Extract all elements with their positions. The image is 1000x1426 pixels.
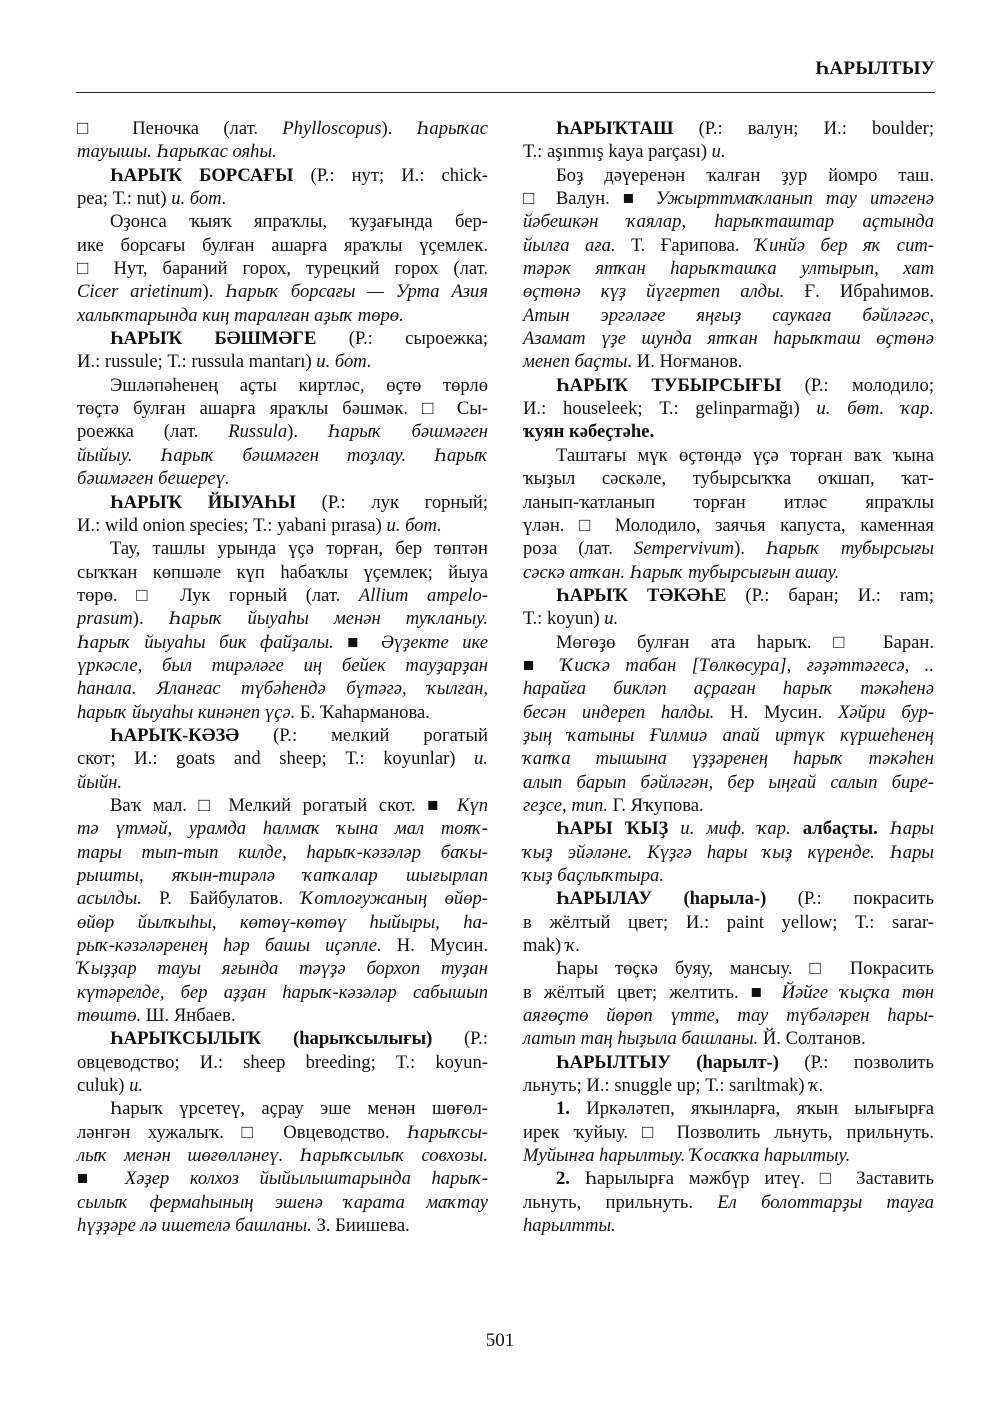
text-line: өйөр йылҡыһы, көтөү-көтөү һыйыры, һа-	[77, 911, 488, 933]
page-number: 501	[485, 1330, 515, 1351]
text-line: геҙсе, тип. Г. Яҡупова.	[523, 794, 704, 816]
text-line: culuk) и.	[77, 1075, 144, 1097]
text-line: ■ Хәҙер колхоз йыйылыштарында һарыҡ-	[77, 1168, 488, 1190]
text-line: Оҙонса ҡыяҡ япраҡлы, ҡуҙағында бер-	[110, 211, 488, 233]
text-line: һанала. Яланғас түбәһендә бүтәгә, ҡылған,	[77, 678, 488, 700]
text-line: тауышы. Һарыҡас ояһы.	[77, 141, 277, 163]
text-line: Боҙ дәүеренән ҡалған ҙур йомро таш.	[556, 164, 934, 186]
text-line: йылға аға. Т. Ғарипова. Ҡинйә бер яҡ сит-	[523, 234, 934, 256]
text-line: төрө. □ Лук горный (лат. Allium ampelo-	[77, 584, 488, 606]
text-line: Т.: koyun) и.	[523, 608, 619, 630]
text-line: ҺАРЫҠ БӘШМӘГЕ (Р.: сыроежка;	[110, 328, 488, 350]
text-line: □ Валун. ■ Ужырттмаҡланып тау итәгенә	[523, 188, 934, 210]
text-line: ҡыҙ баҫлыҡтыра.	[523, 865, 664, 886]
text-line: ҡыҙ эйәләне. Күҙгә һары ҡыҙ күренде. Һары	[523, 841, 934, 863]
text-line: Мөгөҙө булған ата һарыҡ. □ Баран.	[556, 631, 934, 653]
text-line: тә үтмәй, урамда һалмаҡ ҡына мал тояҡ-	[77, 818, 488, 840]
text-line: скот; И.: goats and sheep; Т.: koyunlar) и.	[77, 748, 488, 770]
text-line: Һары төҫкә буяу, мансыу. □ Покрасить	[556, 958, 934, 980]
header-rule	[76, 92, 935, 93]
text-line: Тау, ташлы урында үҫә торған, бер төптән	[110, 538, 488, 560]
text-line: йәбешкән ҡаялар, һарыҡташтар аҫтында	[523, 211, 934, 233]
text-line: бесән индереп һалды. Н. Мусин. Хәйри бур-	[523, 701, 934, 723]
text-line: pea; Т.: nut) и. бот.	[77, 188, 227, 210]
text-line: ҺАРЫҠ БОРСАҒЫ (Р.: нут; И.: chick-	[110, 164, 489, 186]
text-line: ирек ҡуйыу. □ Позволить льнуть, прильнуть.	[523, 1121, 934, 1143]
text-line: 1. Иркәләтеп, яҡынларға, яҡын ылығырға	[556, 1098, 934, 1120]
text-line: ■ Ҡисҡә табан [Төлкөсура], ғәҙәттәгесә, ..	[523, 654, 934, 676]
text-line: үркәсле, был тирәләге иң бейек тауҙарҙан	[77, 654, 488, 676]
text-line: үлән. □ Молодило, заячья капуста, каменная	[523, 514, 934, 536]
text-line: ике борсағы булған ашарға ярaҡлы үҫемлек.	[77, 234, 488, 256]
text-line: ҡуян кәбеҫтәһе.	[523, 421, 655, 443]
left-column	[77, 117, 488, 1238]
text-line: И.: wild onion species; Т.: yabani pırasa) и. бот.	[77, 514, 442, 536]
text-line: овцеводство; И.: sheep breeding; Т.: koyun-	[77, 1051, 488, 1073]
text-line: ҺАРЫЛАУ (һарыла-) (Р.: покрасить	[556, 888, 934, 910]
text-line: ҺАРЫҠ-КӘЗӘ (Р.: мелкий рогатый	[110, 724, 488, 746]
text-line: һарылтты.	[523, 1215, 616, 1237]
text-line: сылыҡ фермаһының эшенә ҡарата маҡтау	[77, 1191, 488, 1213]
text-line: ҺАРЫҠСЫЛЫҠ (һарыҡсылығы) (Р.:	[110, 1028, 488, 1050]
text-line: ҺАРЫ ҠЫҘ и. миф. ҡар. албаҫты. Һары	[556, 818, 934, 840]
text-line: И.: russule; Т.: russula mantarı) и. бот.	[77, 351, 372, 373]
text-line: Атын эргәләге яңғыҙ саукаға бәйләгәс,	[523, 304, 934, 326]
text-line: Таштағы мүк өҫтөндә үҫә торған ваҡ ҡына	[556, 444, 934, 466]
text-line: ләнгән хужалыҡ. □ Овцеводство. Һарыҡсы-	[77, 1121, 488, 1143]
text-line: сыҡҡан көпшәле күп һабаҡлы үҫемлек; йыуа	[77, 561, 488, 583]
text-line: күтәрелде, бер аҙҙан һарыҡ-кәзәләр сабышып	[77, 981, 488, 1003]
text-line: халыҡтарында киң таралған аҙыҡ төрө.	[77, 304, 404, 326]
text-line: ҡапҡа тышына үҙҙәренең һарыҡ тәкәһен	[523, 748, 934, 770]
text-line: аяғөҫтө йөрөп үтте, тау түбәләрен һары-	[523, 1005, 934, 1027]
text-line: ҙың ҡатыны Ғилмиә апай иртүк күршеһенең	[523, 724, 934, 746]
running-head: ҺАРЫЛТЫУ	[815, 58, 935, 79]
text-line: Һарыҡ йыуаһы бик файҙалы. ■ Әүҙекте ике	[77, 631, 488, 653]
text-line: тәрәк ятҡан һарыҡташҡа ултырып, хат	[523, 258, 934, 280]
text-line: prasum). Һарыҡ йыуаһы менән туҡланыу.	[77, 608, 488, 630]
text-line: ҺАРЫҠ ТУБЫРСЫҒЫ (Р.: молодило;	[556, 374, 934, 396]
text-line: алып барып бәйләгән, бер ыңғай салып бире-	[523, 771, 934, 793]
text-line: һарайға бикләп аҫраған һарыҡ тәкәһенә	[523, 678, 934, 700]
text-line: Азамат үҙе шунда ятҡан һарыҡташ өҫтөнә	[523, 328, 934, 350]
text-line: йыйн.	[77, 771, 123, 793]
text-line: сәскә атҡан. Һарыҡ тубырсығын ашау.	[523, 561, 840, 583]
text-line: Ҡыҙҙар тауы яғында тәүҙә борхоп туҙан	[77, 958, 488, 980]
text-line: төҫтә булған ашарға ярaҡлы бәшмәк. □ Сы-	[77, 398, 488, 420]
text-line: в жёлтый цвет; И.: paint yellow; Т.: sarar-	[523, 911, 934, 933]
text-line: ҺАРЫҠ ТӘКӘҺЕ (Р.: баран; И.: ram;	[556, 584, 935, 606]
text-line: mak) ҡ.	[523, 935, 581, 957]
text-line: бәшмәген бешереү.	[77, 468, 230, 490]
text-line: менеп баҫты. И. Ноғманов.	[523, 351, 743, 373]
text-line: Ваҡ мал. □ Мелкий рогатый скот. ■ Күп	[110, 794, 488, 816]
text-line: льнуть; И.: snuggle up; Т.: sarıltmak) ҡ.	[523, 1075, 824, 1097]
text-line: И.: houseleek; Т.: gelinparmağı) и. бөт. ҡар.	[523, 398, 934, 420]
text-line: □ Пеночка (лат. Phylloscopus). Һарыҡас	[77, 118, 488, 139]
text-line: льнуть, прильнуть. Ел болоттарҙы тауға	[523, 1191, 934, 1213]
text-line: ҺАРЫҠТАШ (Р.: валун; И.: boulder;	[556, 118, 934, 139]
text-line: роежка (лат. Russula). Һарыҡ бәшмәген	[77, 421, 488, 443]
text-line: 2. Һарылырға мәжбүр итеү. □ Заставить	[556, 1168, 934, 1190]
text-line: тары тып-тып килде, һарыҡ-кәзәләр баҡы-	[77, 841, 488, 863]
text-line: ланып-ҡатланып торған итләс япраҡлы	[523, 491, 934, 513]
text-line: Эшләпәһенең аҫты киртләс, өҫтө төрлө	[110, 374, 488, 396]
text-line: □ Нут, бараний горох, турецкий горох (лат.	[77, 258, 488, 280]
text-line: һарыҡ йыуаһы кинәнеп үҫә. Б. Ҡаһарманова.	[77, 701, 430, 723]
text-line: Муйынға һарылтыу. Ҡосаҡҡа һарылтыу.	[523, 1145, 851, 1167]
text-line: өҫтөнә күҙ йүгертеп алды. Ғ. Ибраһимов.	[523, 281, 934, 303]
text-line: Һарыҡ үрсетеү, аҫрау эше менән шөғөл-	[110, 1098, 488, 1120]
text-line: Т.: aşınmış kaya parçası) и.	[523, 141, 726, 163]
text-line: лыҡ менән шөғөлләнеү. Һарыҡсылыҡ совхозы.	[77, 1145, 488, 1167]
text-line: ҡыҙыл сәскәле, тубырсыҡҡа оҡшап, ҡат-	[523, 468, 934, 490]
text-line: ҺАРЫҠ ЙЫУАҺЫ (Р.: лук горный;	[110, 491, 488, 513]
text-line: роза (лат. Sempervivum). Һарыҡ тубырсығы	[523, 538, 935, 560]
text-line: ҺАРЫЛТЫУ (һарылт-) (Р.: позволить	[556, 1051, 934, 1073]
text-line: латып таң һыҙыла башланы. Й. Солтанов.	[523, 1028, 866, 1050]
text-line: рыҡ-кәзәләренең һәр башы иҫәпле. Н. Мусин.	[77, 935, 488, 957]
text-line: Cicer arietinum). Һарыҡ борсағы — Урта Азия	[77, 281, 488, 303]
text-line: в жёлтый цвет; желтить. ■ Йәйге ҡыҫҡа төн	[523, 981, 934, 1003]
text-line: асылды. Р. Байбулатов. Ҡотлоғужаның өйөр-	[77, 888, 488, 910]
text-line: рышты, яҡын-тирәлә ҡапҡалар шығырлап	[77, 865, 488, 886]
text-line: һүҙҙәре лә ишетелә башланы. З. Биишева.	[77, 1215, 410, 1237]
right-column	[523, 117, 934, 1238]
text-line: йыйыу. Һарыҡ бәшмәген тоҙлау. Һарыҡ	[77, 444, 488, 466]
text-line: төштө. Ш. Янбаев.	[77, 1005, 236, 1027]
